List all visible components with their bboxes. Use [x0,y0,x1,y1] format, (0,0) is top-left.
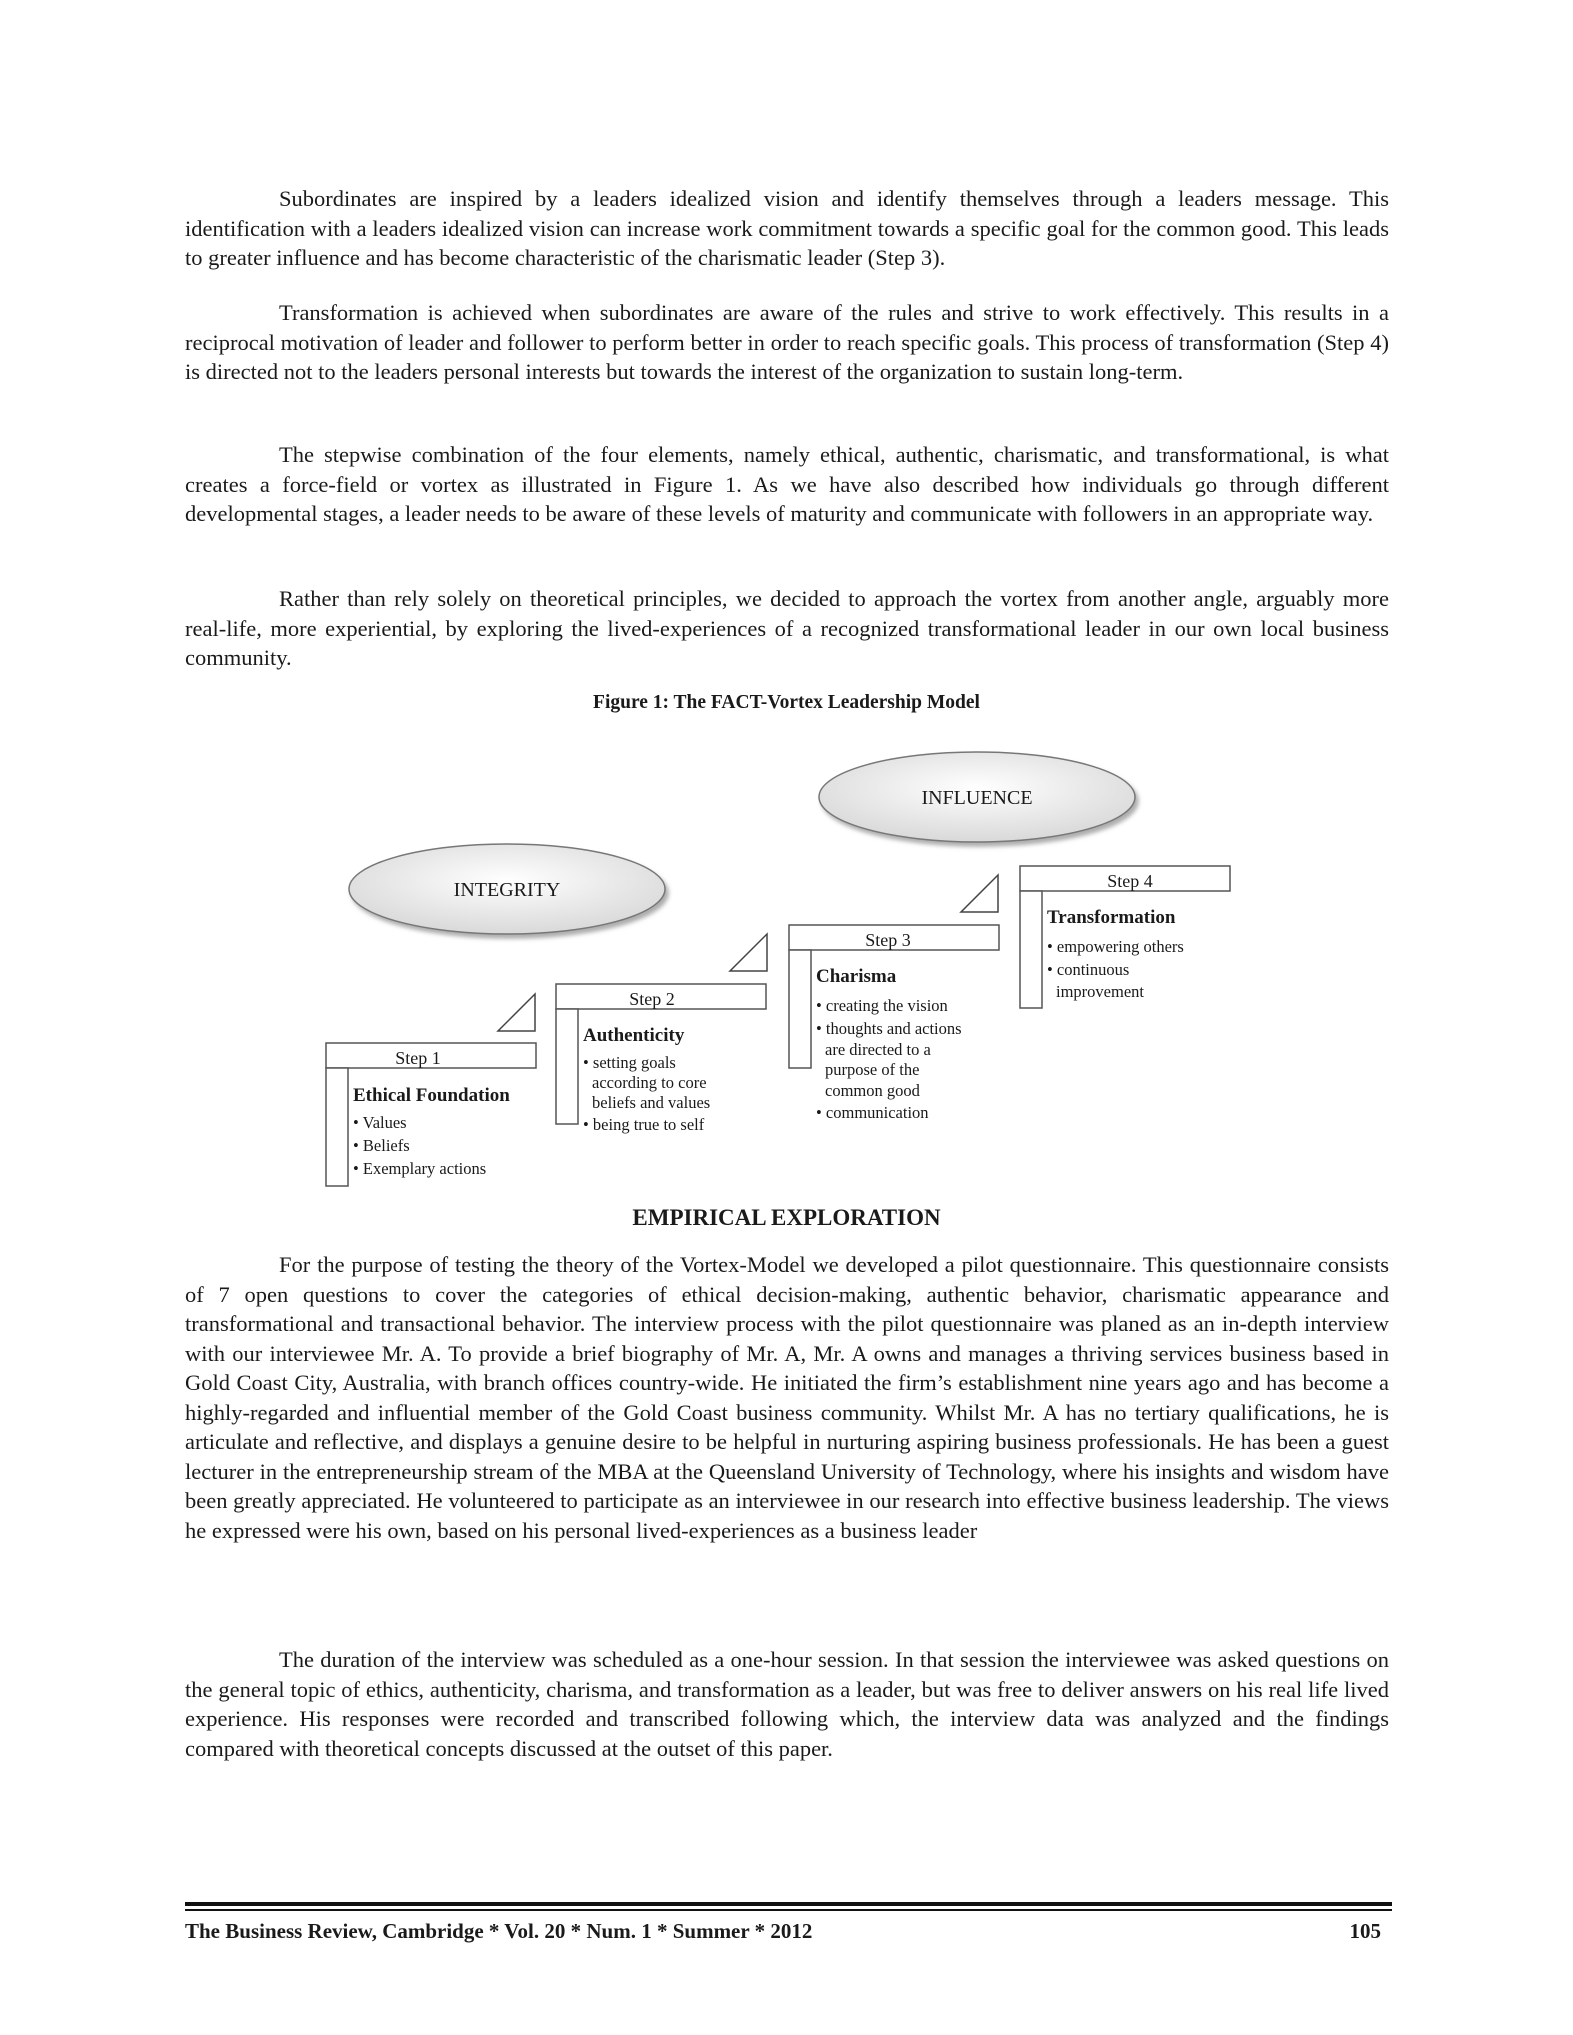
step-3-bullet-3: • communication [816,1103,929,1122]
step-4-block [1020,866,1230,1008]
body-paragraph-3: The stepwise combination of the four elements, namely ethical, authentic, charismatic, and transformational, is what creates a force-field or vortex as illustrated in Figure 1. As we have also described how individuals go through different developmental stages, a leader needs to be aware of these levels of maturity and communicate with followers in an appropriate way. [185,442,1389,526]
step-3-heading: Charisma [816,966,897,987]
step-2-bullet-1-line-3: beliefs and values [592,1093,711,1112]
step-4-label: Step 4 [1107,871,1153,891]
integrity-oval [349,844,665,934]
step-3-bullet-2-line-4: common good [825,1081,920,1100]
body-paragraph-1: Subordinates are inspired by a leaders idealized vision and identify themselves through a leaders message. This identification with a leaders idealized vision can increase work commitment towards a specific goal for the common good. This leads to greater influence and has become characteristic of the charismatic leader (Step 3). [185,186,1389,270]
step-4-bullet-1: • empowering others [1047,937,1184,956]
figure-title: Figure 1: The FACT-Vortex Leadership Model [593,692,980,713]
step-arrow-1 [498,994,535,1031]
footer-journal: The Business Review, Cambridge * Vol. 20 * Num. 1 * Summer * 2012 [185,1919,813,1943]
step-3-bullet-2-line-3: purpose of the [825,1060,920,1079]
step-3-bullet-2: • thoughts and actions [816,1019,962,1038]
body-paragraph-5: For the purpose of testing the theory of the Vortex-Model we developed a pilot questionnaire. This questionnaire consists of 7 open questions to cover the categories of ethical decision-making, authentic behavior, charismatic appearance and transformational and transactional behavior. The interview process with the pilot questionnaire was planed as an in-depth interview with our interviewee Mr. A. To provide a brief biography of Mr. A, Mr. A owns and manages a thriving services business based in Gold Coast City, Australia, with branch offices country-wide. He initiated the firm’s establishment nine years ago and has become a highly-regarded and influential member of the Gold Coast business community. Whilst Mr. A has no tertiary qualifications, he is articulate and reflective, and displays a genuine desire to be helpful in nurturing aspiring business professionals. He has been a guest lecturer in the entrepreneurship stream of the MBA at the Queensland University of Technology, where his insights and wisdom have been greatly appreciated. He volunteered to participate as an interviewee in our research into effective business leadership. The views he expressed were his own, based on his personal lived-experiences as a business leader [185,1252,1389,1543]
step-2-heading: Authenticity [583,1025,685,1046]
step-arrow-3 [961,875,998,912]
body-paragraph-4: Rather than rely solely on theoretical principles, we decided to approach the vortex from another angle, arguably more real-life, more experiential, by exploring the lived-experiences of a recognized transformational leader in our own local business community. [185,586,1389,670]
step-4-bullet-2-line-2: improvement [1056,982,1144,1001]
footer-rule-thick [185,1902,1392,1906]
footer-rule-thin [185,1909,1392,1911]
step-3-bullet-2-line-2: are directed to a [825,1040,931,1059]
section-heading: EMPIRICAL EXPLORATION [632,1205,941,1230]
step-2-bullet-1: • setting goals [583,1053,676,1072]
step-3-bullet-1: • creating the vision [816,996,948,1015]
step-2-bullet-2: • being true to self [583,1115,705,1134]
step-4-bullet-2: • continuous [1047,960,1130,979]
step-2-label: Step 2 [629,989,675,1009]
body-paragraph-6: The duration of the interview was scheduled as a one-hour session. In that session the interviewee was asked questions on the general topic of ethics, authenticity, charisma, and transformation as a leader, but was free to deliver answers on his real life lived experience. His responses were recorded and transcribed following which, the interview data was analyzed and the findings compared with theoretical concepts discussed at the outset of this paper. [185,1647,1389,1761]
step-1-heading: Ethical Foundation [353,1085,510,1106]
body-paragraph-2: Transformation is achieved when subordinates are aware of the rules and strive to work effectively. This results in a reciprocal motivation of leader and follower to perform better in order to reach specific goals. This process of transformation (Step 4) is directed not to the leaders personal interests but towards the interest of the organization to sustain long-term. [185,300,1389,384]
page-number: 105 [1349,1919,1381,1943]
step-4-heading: Transformation [1047,907,1176,928]
influence-label: INFLUENCE [921,787,1033,809]
step-arrow-2 [730,934,767,971]
step-1-bullet-2: • Beliefs [353,1136,410,1155]
step-2-bullet-1-line-2: according to core [592,1073,707,1092]
influence-oval [819,752,1135,842]
step-3-label: Step 3 [865,930,911,950]
step-1-block [326,1043,536,1186]
step-1-label: Step 1 [395,1048,441,1068]
step-3-block [789,925,999,1122]
integrity-label: INTEGRITY [453,879,561,901]
step-1-bullet-3: • Exemplary actions [353,1159,487,1178]
step-2-block [556,984,766,1134]
step-1-bullet-1: • Values [353,1113,407,1132]
